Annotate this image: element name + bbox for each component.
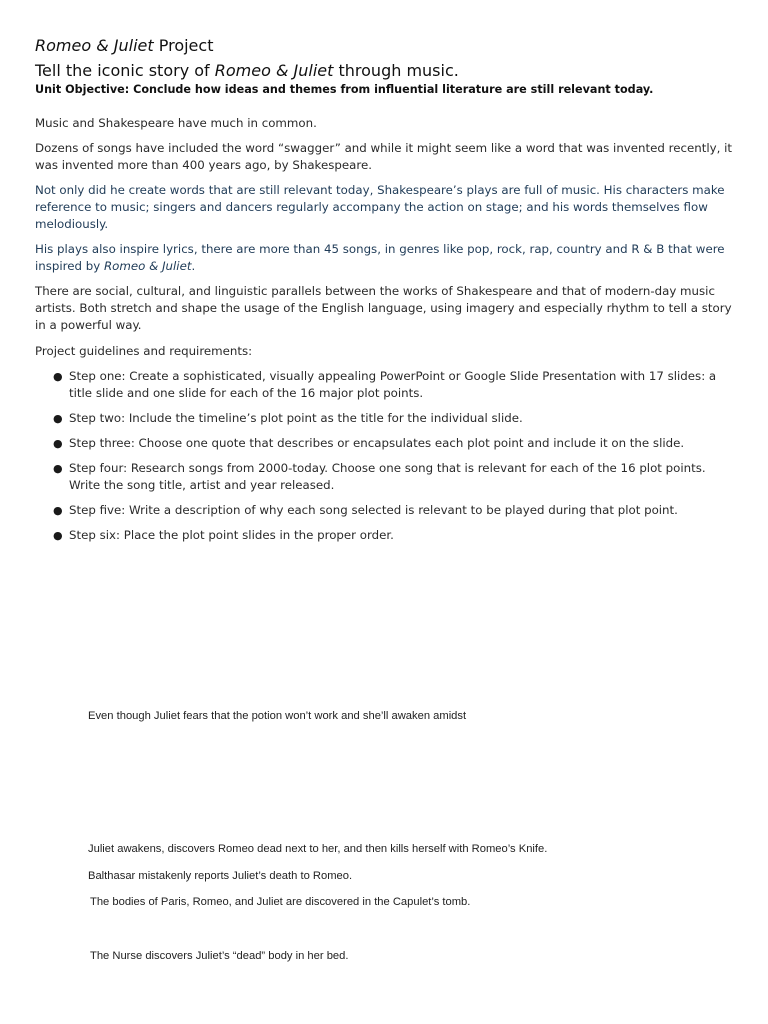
lyrics-period: . <box>191 259 196 273</box>
bullet-icon: ● <box>53 504 63 517</box>
plot-point-nurse-discovers: The Nurse discovers Juliet’s “dead” body in her bed. <box>90 950 349 962</box>
plot-point-balthasar-report: Balthasar mistakenly reports Juliet’s death to Romeo. <box>88 870 353 882</box>
bullet-icon: ● <box>53 529 63 542</box>
swagger-paragraph: Dozens of songs have included the word “swagger” and while it might seem like a word that was invented recently, it was invented more than 400 years ago, by Shakespeare. <box>35 141 733 172</box>
bullet-icon: ● <box>53 437 63 450</box>
bullet-icon: ● <box>53 370 63 383</box>
plot-point-bodies-discovered: The bodies of Paris, Romeo, and Juliet are discovered in the Capulet’s tomb. <box>90 896 471 908</box>
step-text: Step six: Place the plot point slides in the proper order. <box>69 528 394 542</box>
step-text: Step one: Create a sophisticated, visually appealing PowerPoint or Google Slide Presentation with 17 slides: a title slide and one slide for each of the 16 major plot points. <box>69 369 717 400</box>
title-suffix: Project <box>153 36 214 55</box>
step-text: Step two: Include the timeline’s plot point as the title for the individual slide. <box>69 411 523 425</box>
music-in-plays-paragraph: Not only did he create words that are still relevant today, Shakespeare’s plays are full of music. His characters make reference to music; singers and dancers regularly accompany the action on stage; and his words themselves flow melodiously. <box>35 183 725 231</box>
step-text: Step three: Choose one quote that describes or encapsulates each plot point and include it on the slide. <box>69 436 685 450</box>
list-item <box>35 502 725 519</box>
step-text: Step four: Research songs from 2000-today. Choose one song that is relevant for each of the 16 plot points. Write the song title, artist and year released. <box>69 461 706 492</box>
step-text: Step five: Write a description of why each song selected is relevant to be played during that plot point. <box>69 503 678 517</box>
inspired-lyrics-paragraph <box>35 241 735 275</box>
subtitle-play-name: Romeo & Juliet <box>214 61 334 80</box>
list-item <box>35 410 725 427</box>
subtitle-end: through music. <box>333 61 459 80</box>
subtitle-start: Tell the iconic story of <box>35 61 215 80</box>
bullet-icon: ● <box>53 412 63 425</box>
plot-point-potion: Even though Juliet fears that the potion won’t work and she’ll awaken amidst <box>88 710 467 722</box>
unit-objective: Unit Objective: Conclude how ideas and themes from influential literature are still relevant today. <box>35 83 654 96</box>
list-item <box>35 460 725 494</box>
plot-point-juliet-awakens: Juliet awakens, discovers Romeo dead next to her, and then kills herself with Romeo’s Knife. <box>88 843 548 855</box>
lyrics-play-name: Romeo & Juliet <box>103 259 192 273</box>
lyrics-text: His plays also inspire lyrics, there are more than 45 songs, in genres like pop, rock, rap, country and R & B that were inspired by <box>35 242 725 273</box>
parallels-paragraph: There are social, cultural, and linguistic parallels between the works of Shakespeare and that of modern-day music artists. Both stretch and shape the usage of the English language, using imagery and especially rhythm to tell a story in a powerful way. <box>35 284 732 332</box>
list-item <box>35 368 725 402</box>
page-subtitle <box>35 61 459 81</box>
requirements-list <box>35 368 725 552</box>
bullet-icon: ● <box>53 462 63 475</box>
intro-paragraph: Music and Shakespeare have much in common. <box>35 116 317 130</box>
page-title <box>35 36 213 56</box>
title-play-name: Romeo & Juliet <box>35 36 154 55</box>
list-item <box>35 435 725 452</box>
list-item <box>35 527 725 544</box>
guidelines-heading: Project guidelines and requirements: <box>35 344 253 358</box>
